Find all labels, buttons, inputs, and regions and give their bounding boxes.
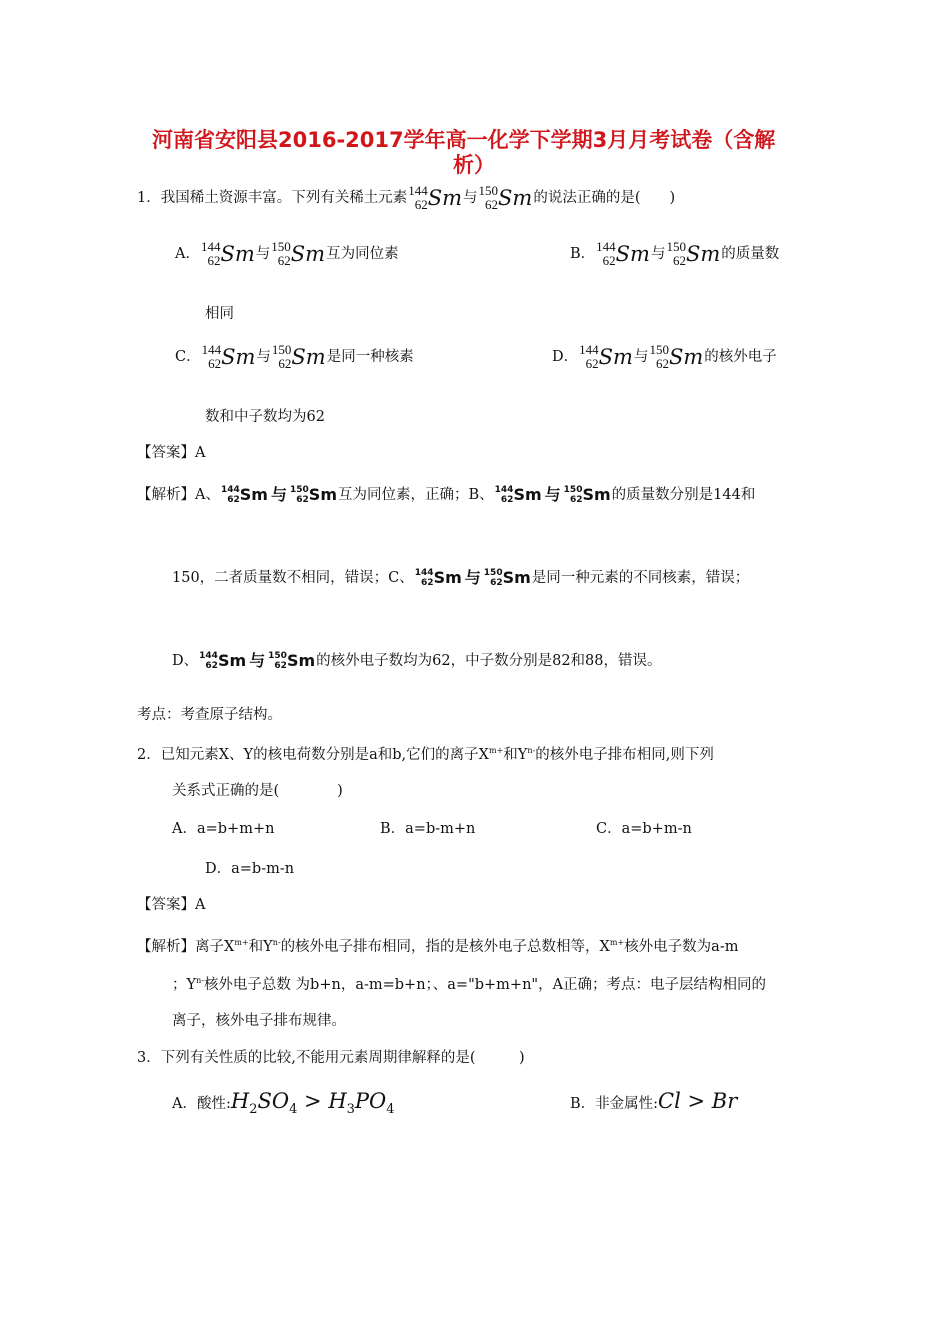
q2-option-b: B．a=b-m+n xyxy=(380,821,476,837)
q1-analysis-line2: 150，二者质量数不相同，错误；C、144 62Sm 与 150 62Sm是同一种元素的不同核素，错误； xyxy=(172,568,750,588)
q2-analysis-line3: 离子，核外电子排布规律。 xyxy=(172,1013,346,1029)
q2-option-c: C．a=b+m-n xyxy=(596,821,692,837)
q1-answer: 【答案】A xyxy=(137,445,206,461)
question-1-stem: 1．我国稀土资源丰富。下列有关稀土元素144 62Sm与150 62Sm的说法正确的是( ) xyxy=(137,183,676,212)
q3-option-a-formula: $H_2SO_4 > H_3PO_4$ xyxy=(230,1089,395,1118)
q1-analysis-line1: 【解析】A、144 62Sm 与 150 62Sm互为同位素，正确；B、144 62Sm 与 150 62Sm的质量数分别是144和 xyxy=(137,485,756,505)
q1-option-b-cont: 相同 xyxy=(205,306,234,322)
q2-analysis-line2: ；$Y^{n-}$核外电子总数 为b+n，a-m=b+n；、a="b+m+n"，A正确；考点：电子层结构相同的 xyxy=(172,976,767,993)
question-3-stem: 3．下列有关性质的比较,不能用元素周期律解释的是( ) xyxy=(137,1050,525,1066)
q2-option-a: A．a=b+m+n xyxy=(172,821,275,837)
q3-option-b: B．非金属性:Cl > Br xyxy=(570,1089,738,1113)
q1-option-d-cont: 数和中子数均为62 xyxy=(205,409,325,425)
q3-option-b-formula: Cl > Br xyxy=(658,1089,738,1113)
page-title: 河南省安阳县2016-2017学年高一化学下学期3月月考试卷（含解 xyxy=(152,128,776,152)
isotope-sm150: 150 62Sm xyxy=(478,183,533,212)
q1-option-a: A．144 62Sm与150 62Sm互为同位素 xyxy=(175,239,399,268)
q1-analysis-line3: D、144 62Sm 与 150 62Sm的核外电子数均为62，中子数分别是82和88，错误。 xyxy=(172,651,662,671)
isotope-sm144: 144 62Sm xyxy=(408,183,463,212)
q1-option-c: C．144 62Sm与150 62Sm是同一种核素 xyxy=(175,342,414,371)
question-2-stem-cont: 关系式正确的是( ) xyxy=(172,783,343,799)
question-2-stem: 2．已知元素X、Y的核电荷数分别是a和b,它们的离子$X^{m+}$和$Y^{n-}$的核外电子排布相同,则下列 xyxy=(137,746,714,763)
q1-option-b: B．144 62Sm与150 62Sm的质量数 xyxy=(570,239,780,268)
q3-option-a: A．酸性$:H_2SO_4 > H_3PO_4$ xyxy=(172,1089,395,1118)
q1-kaodian: 考点：考查原子结构。 xyxy=(137,707,282,723)
page-title-cont: 析） xyxy=(453,153,495,177)
q2-option-d: D．a=b-m-n xyxy=(205,861,295,877)
q1-option-d: D．144 62Sm与150 62Sm的核外电子 xyxy=(552,342,777,371)
q2-answer: 【答案】A xyxy=(137,897,206,913)
q2-analysis-line1: 【解析】离子$X^{m+}$和$Y^{n-}$的核外电子排布相同，指的是核外电子总数相等，$X^{m+}$核外电子数为a-m xyxy=(137,938,739,955)
